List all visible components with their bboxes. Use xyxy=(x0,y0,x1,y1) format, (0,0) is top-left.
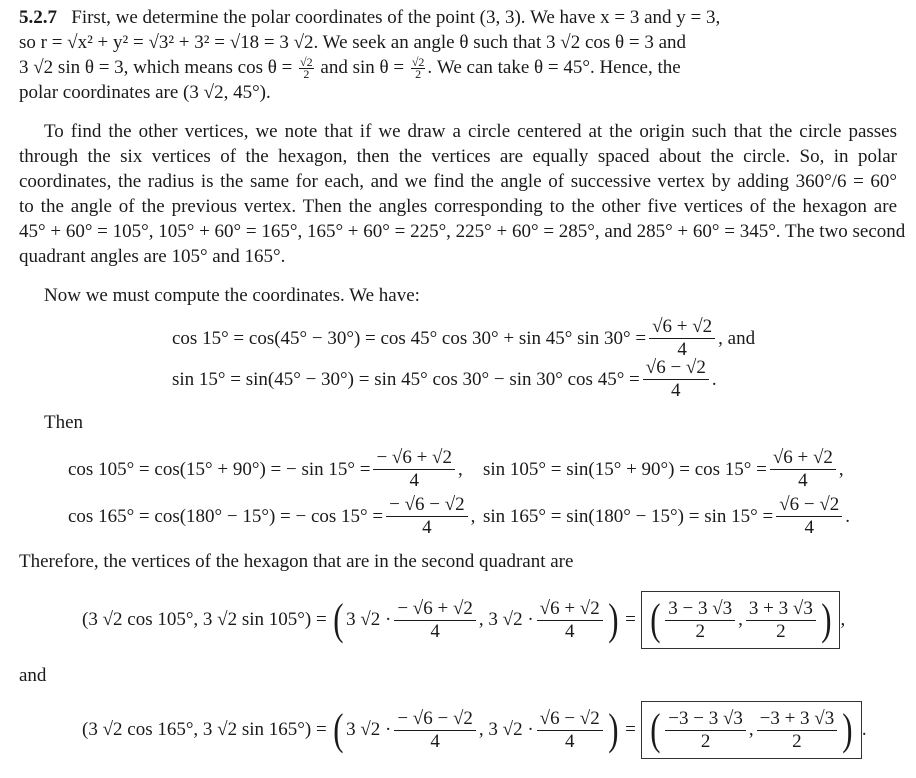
para2-line2: through the six vertices of the hexagon, then the vertices are equally spaced about the circle. So, in polar xyxy=(19,146,897,167)
coefficient: , 3 √2 · xyxy=(478,609,534,630)
fraction-denominator: 2 xyxy=(700,730,711,752)
fraction-denominator: 4 xyxy=(677,339,687,360)
fraction-numerator: 3 + 3 √3 xyxy=(746,598,816,621)
equals-sign: = xyxy=(625,609,636,630)
fraction-denominator: 2 xyxy=(415,67,422,82)
fraction-denominator: 4 xyxy=(564,730,575,752)
fraction-denominator: 4 xyxy=(671,380,681,401)
fraction-denominator: 4 xyxy=(430,730,440,752)
fraction-numerator: √2 xyxy=(300,55,313,70)
equation-lhs: cos 15° = cos(45° − 30°) = cos 45° cos 30° + sin 45° sin 30° = xyxy=(172,327,647,349)
para2-line1: To find the other vertices, we note that if we draw a circle centered at the origin such that the circle passes xyxy=(44,121,897,142)
fraction-numerator: −3 − 3 √3 xyxy=(665,708,746,731)
fraction xyxy=(537,708,603,753)
boxed-answer xyxy=(641,701,862,759)
fraction xyxy=(643,357,709,402)
fraction-numerator: √6 + √2 xyxy=(770,447,836,470)
fraction-numerator: − √6 − √2 xyxy=(386,494,468,517)
para1-line3-c: . We can take θ = 45°. Hence, the xyxy=(427,57,681,78)
fraction-denominator: 4 xyxy=(409,470,419,491)
equation-tail: . xyxy=(845,505,851,527)
close-paren: ) xyxy=(842,705,853,754)
equation-sin165 xyxy=(483,494,850,539)
equals-sign: = xyxy=(625,719,636,740)
fraction-numerator: √2 xyxy=(411,55,425,70)
sin-theta-fraction xyxy=(411,57,426,80)
close-paren: ) xyxy=(821,595,832,644)
fraction xyxy=(386,494,468,539)
and-label: and xyxy=(19,665,47,686)
vertex-165-equation xyxy=(82,700,867,760)
therefore-text: Therefore, the vertices of the hexagon that are in the second quadrant are xyxy=(19,551,574,572)
close-paren: ) xyxy=(607,705,619,754)
fraction-numerator: − √6 − √2 xyxy=(394,708,476,731)
coefficient: , 3 √2 · xyxy=(478,719,534,740)
equation-tail: , xyxy=(470,505,476,527)
equation-sin15 xyxy=(172,357,717,402)
equation-lhs: sin 165° = sin(180° − 15°) = sin 15° = xyxy=(483,505,774,527)
fraction-denominator: 4 xyxy=(564,620,575,642)
fraction-denominator: 2 xyxy=(792,730,802,752)
equation-lhs: cos 105° = cos(15° + 90°) = − sin 15° = xyxy=(68,458,371,480)
fraction xyxy=(770,447,836,492)
fraction-denominator: 2 xyxy=(776,620,786,642)
comma: , xyxy=(738,609,743,630)
para1-line3-a: 3 √2 sin θ = 3, which means cos θ = xyxy=(19,57,293,78)
coefficient: 3 √2 · xyxy=(346,609,392,630)
fraction xyxy=(746,598,816,643)
equation-cos165 xyxy=(68,494,475,539)
equation-lhs: (3 √2 cos 105°, 3 √2 sin 105°) = xyxy=(82,609,327,630)
equation-cos15 xyxy=(172,316,755,361)
para2-line5: 45° + 60° = 105°, 105° + 60° = 165°, 165° + 60° = 225°, 225° + 60° = 285°, and 285° + 60° = 345°. The two second xyxy=(19,221,906,242)
equation-tail: . xyxy=(861,719,867,740)
equation-tail: . xyxy=(711,368,717,390)
para1-line3-b: and sin θ = xyxy=(320,57,405,78)
equation-lhs: cos 165° = cos(180° − 15°) = − cos 15° = xyxy=(68,505,384,527)
fraction xyxy=(776,494,842,539)
para1-text-line1: First, we determine the polar coordinates of the point (3, 3). We have x = 3 and y = 3, xyxy=(71,7,721,28)
open-paren: ( xyxy=(333,705,344,754)
para1-line1 xyxy=(19,6,720,30)
equation-lhs: sin 105° = sin(15° + 90°) = cos 15° = xyxy=(483,458,767,480)
fraction-numerator: √6 − √2 xyxy=(643,357,709,380)
open-paren: ( xyxy=(333,595,344,644)
open-paren: ( xyxy=(649,595,661,644)
fraction-numerator: −3 + 3 √3 xyxy=(757,708,838,731)
fraction-numerator: √6 − √2 xyxy=(537,708,603,731)
para1-line2: so r = √x² + y² = √3² + 3² = √18 = 3 √2. We seek an angle θ such that 3 √2 cos θ = 3 and xyxy=(19,32,687,53)
fraction xyxy=(757,708,838,753)
para2-line6: quadrant angles are 105° and 165°. xyxy=(19,246,286,267)
equation-lhs: (3 √2 cos 165°, 3 √2 sin 165°) = xyxy=(82,719,327,740)
equation-cos105 xyxy=(68,447,463,492)
fraction xyxy=(649,316,715,361)
para3: Now we must compute the coordinates. We have: xyxy=(44,285,420,306)
then-label: Then xyxy=(44,412,84,433)
fraction-denominator: 2 xyxy=(303,67,310,82)
equation-tail: , xyxy=(840,609,846,630)
fraction-denominator: 4 xyxy=(422,517,432,538)
fraction-numerator: − √6 + √2 xyxy=(394,598,476,621)
equation-tail: , xyxy=(838,458,844,480)
boxed-answer xyxy=(641,591,841,649)
para2-line4: to the angle of the previous vertex. Then the angles corresponding to the other five vertices of the hexagon are xyxy=(19,196,897,217)
fraction-numerator: √6 − √2 xyxy=(776,494,842,517)
fraction xyxy=(665,598,735,643)
equation-lhs: sin 15° = sin(45° − 30°) = sin 45° cos 30° − sin 30° cos 45° = xyxy=(172,368,640,390)
equation-tail: , xyxy=(458,458,463,480)
fraction-denominator: 4 xyxy=(430,620,440,642)
close-paren: ) xyxy=(607,595,619,644)
open-paren: ( xyxy=(649,705,661,754)
fraction-denominator: 4 xyxy=(804,517,814,538)
fraction xyxy=(537,598,603,643)
vertex-105-equation xyxy=(82,590,845,650)
fraction xyxy=(394,598,476,643)
coefficient: 3 √2 · xyxy=(346,719,392,740)
para2-line3: coordinates, the radius is the same for each, and we find the angle of successive vertex by adding 360°/6 = 60° xyxy=(19,171,897,192)
fraction-numerator: − √6 + √2 xyxy=(373,447,455,470)
equation-tail: , and xyxy=(718,327,756,349)
fraction xyxy=(373,447,455,492)
para1-line3 xyxy=(19,56,681,80)
cos-theta-fraction xyxy=(299,57,314,80)
fraction-numerator: 3 − 3 √3 xyxy=(665,598,735,621)
exercise-number: 5.2.7 xyxy=(19,7,57,28)
para1-line4: polar coordinates are (3 √2, 45°). xyxy=(19,82,271,103)
fraction xyxy=(394,708,476,753)
fraction-numerator: √6 + √2 xyxy=(649,316,715,339)
fraction-denominator: 2 xyxy=(695,620,705,642)
fraction-denominator: 4 xyxy=(798,470,808,491)
fraction xyxy=(665,708,746,753)
equation-sin105 xyxy=(483,447,844,492)
fraction-numerator: √6 + √2 xyxy=(537,598,603,621)
comma: , xyxy=(748,719,754,740)
